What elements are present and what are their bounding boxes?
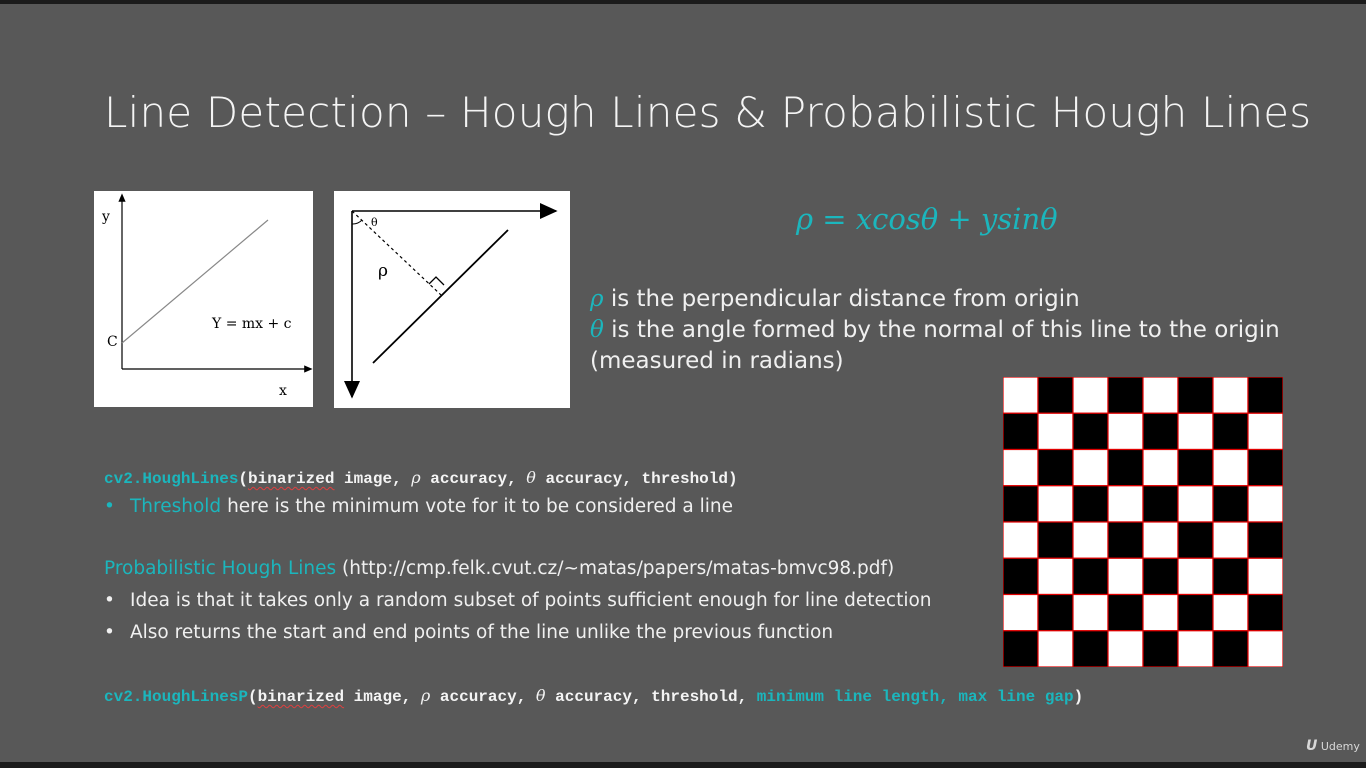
checker-square: [1178, 558, 1213, 594]
checker-square: [1213, 377, 1248, 413]
houghlines-function: cv2.HoughLines: [104, 470, 239, 488]
checker-square: [1108, 595, 1143, 631]
theta-text: is the angle formed by the normal of this line to the origin: [603, 317, 1280, 343]
checker-square: [1073, 377, 1108, 413]
checker-square: [1003, 486, 1038, 522]
checker-square: [1108, 631, 1143, 667]
checker-square: [1073, 595, 1108, 631]
checker-square: [1108, 413, 1143, 449]
theta-symbol: θ: [526, 468, 536, 487]
udemy-text: Udemy: [1320, 740, 1360, 753]
threshold-description: here is the minimum vote for it to be considered a line: [221, 496, 733, 517]
bottom-bar: [0, 762, 1366, 768]
bullet-dot: •: [104, 590, 115, 611]
rho-description: [590, 284, 1280, 315]
checker-square: [1108, 522, 1143, 558]
checker-square: [1143, 522, 1178, 558]
udemy-logo-icon: U: [1306, 738, 1318, 754]
theta-description: [590, 315, 1280, 346]
checker-square: [1248, 631, 1283, 667]
checker-square: [1038, 450, 1073, 486]
arg-accuracy: accuracy,: [420, 470, 527, 488]
rho-symbol: ρ: [411, 468, 421, 487]
checker-square: [1143, 595, 1178, 631]
checker-square: [1143, 558, 1178, 594]
equation-label: Y = mx + c: [212, 316, 292, 332]
checker-square: [1143, 413, 1178, 449]
right-angle-mark: [429, 277, 444, 285]
checker-square: [1178, 377, 1213, 413]
checker-square: [1143, 631, 1178, 667]
checker-square: [1178, 631, 1213, 667]
checker-square: [1213, 595, 1248, 631]
open-paren: (: [248, 688, 258, 706]
houghlines-signature: [104, 468, 738, 488]
checker-square: [1073, 558, 1108, 594]
arg-threshold: accuracy, threshold,: [545, 688, 757, 706]
checker-square: [1108, 450, 1143, 486]
checker-square: [1003, 558, 1038, 594]
open-paren: (: [238, 470, 249, 488]
checker-square: [1038, 377, 1073, 413]
checker-square: [1213, 522, 1248, 558]
top-bar: [0, 0, 1366, 4]
arg-image: image,: [344, 688, 421, 706]
threshold-text: [130, 496, 733, 517]
checker-square: [1073, 631, 1108, 667]
checker-square: [1213, 486, 1248, 522]
threshold-bullet: [104, 496, 804, 522]
checker-square: [1003, 595, 1038, 631]
checker-square: [1108, 558, 1143, 594]
checker-square: [1073, 413, 1108, 449]
rho-symbol: ρ: [420, 686, 431, 705]
list-item: [104, 622, 924, 648]
polar-line-graph: [334, 191, 570, 408]
slide-title: Line Detection – Hough Lines & Probabilistic Hough Lines: [104, 88, 1312, 137]
probabilistic-heading: [104, 558, 895, 584]
arg-image: image,: [334, 470, 412, 488]
checker-square: [1038, 558, 1073, 594]
checker-square: [1248, 377, 1283, 413]
bullet-dot: •: [104, 622, 115, 643]
checker-square: [1038, 595, 1073, 631]
checker-square: [1213, 631, 1248, 667]
checker-square: [1108, 377, 1143, 413]
theta-symbol: θ: [590, 317, 604, 343]
probabilistic-title: Probabilistic Hough Lines: [104, 558, 337, 579]
checkerboard-image: [1003, 377, 1283, 667]
binarized-word: binarized: [248, 470, 335, 488]
checker-square: [1073, 486, 1108, 522]
checker-square: [1178, 413, 1213, 449]
checker-square: [1073, 450, 1108, 486]
close-paren: ): [1073, 688, 1084, 706]
hough-formula: ρ = xcosθ + ysinθ: [796, 202, 1058, 236]
measured-note: (measured in radians): [590, 348, 844, 374]
checker-square: [1248, 522, 1283, 558]
rho-text: is the perpendicular distance from origin: [603, 286, 1080, 312]
houghlinesp-function: cv2.HoughLinesP: [104, 688, 249, 706]
checker-square: [1003, 413, 1038, 449]
checker-square: [1038, 486, 1073, 522]
normal-dashed-line: [352, 211, 441, 295]
checker-square: [1038, 631, 1073, 667]
checker-square: [1178, 450, 1213, 486]
checker-square: [1143, 486, 1178, 522]
checker-square: [1003, 450, 1038, 486]
intercept-label: C: [107, 334, 118, 350]
houghlinesp-signature: [104, 686, 1083, 706]
paper-link[interactable]: (http://cmp.felk.cvut.cz/~matas/papers/matas-bmvc98.pdf): [336, 558, 895, 579]
checker-square: [1073, 522, 1108, 558]
checker-square: [1143, 450, 1178, 486]
theta-symbol: θ: [535, 686, 546, 705]
rho-label: ρ: [378, 261, 388, 281]
checker-square: [1213, 558, 1248, 594]
checker-square: [1108, 486, 1143, 522]
checker-square: [1178, 595, 1213, 631]
checker-square: [1003, 522, 1038, 558]
checker-square: [1248, 558, 1283, 594]
checker-square: [1248, 450, 1283, 486]
angle-arc: [352, 220, 362, 224]
checker-square: [1003, 377, 1038, 413]
checker-square: [1248, 595, 1283, 631]
checker-square: [1003, 631, 1038, 667]
checker-square: [1248, 486, 1283, 522]
arg-accuracy: accuracy,: [430, 688, 536, 706]
checker-square: [1213, 450, 1248, 486]
arg-extra: minimum line length, max line gap: [756, 688, 1074, 706]
checker-square: [1143, 377, 1178, 413]
bullet-dot: •: [104, 496, 115, 517]
line-equation-graph: [94, 191, 313, 407]
y-axis-label: y: [102, 209, 110, 225]
x-axis-label: x: [279, 383, 287, 399]
bullet-text: Idea is that it takes only a random subset of points sufficient enough for line detection: [130, 590, 932, 611]
bullet-text: Also returns the start and end points of the line unlike the previous function: [130, 622, 834, 643]
arg-threshold: accuracy, threshold): [535, 470, 738, 488]
checker-square: [1213, 413, 1248, 449]
list-item: [104, 590, 932, 616]
checker-square: [1038, 522, 1073, 558]
binarized-word: binarized: [257, 688, 345, 706]
checker-square: [1038, 413, 1073, 449]
rho-symbol: ρ: [590, 286, 604, 312]
checker-square: [1178, 486, 1213, 522]
checker-square: [1248, 413, 1283, 449]
theta-label: θ: [371, 216, 378, 229]
udemy-watermark: [1306, 738, 1360, 754]
formula-description: [590, 284, 1280, 377]
threshold-word: Threshold: [130, 496, 222, 517]
checker-square: [1178, 522, 1213, 558]
